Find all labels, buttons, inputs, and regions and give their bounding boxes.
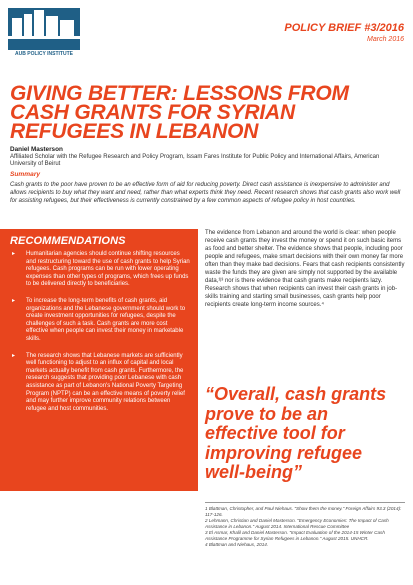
footnote-item: 3 El Asmar, Khalil and Daniel Masterson. "Impact Evaluation of the 2014-15 Winter Cash Assistance Programme for Syrian Refugees in Lebanon." August 2015. UNHCR. (205, 530, 385, 541)
footnotes (205, 506, 405, 548)
recommendation-item: ▸ To increase the long-term benefits of cash grants, aid organizations and the Lebanese government should work to create investment opportunities for refugees, despite the challenges of such a task. Cash grants are more cost effective when people can invest their money in marketable skills. (12, 298, 190, 344)
summary-heading: Summary (10, 171, 41, 178)
recommendation-item: ▸ The research shows that Lebanese markets are sufficiently well functioning to adjust to an influx of capital and local markets actually benefit from cash grants. Furthermore, the research suggests that providing poor Lebanese with cash assistance as part of Lebanon's National Poverty Targeting Program (NPTP) can be an effective means of poverty relief and may further improve community relations between refugee and host communities. (12, 353, 190, 414)
logo-label: AUB POLICY INSTITUTE (15, 51, 73, 57)
body-paragraph: The evidence from Lebanon and around the world is clear: when people receive cash grants they invest the money or spend it on such basic items as food and better shelter. The evidence shows that people, including poor people and refugees, make smart decisions with their own money far more often than they make bad decisions. Fears that cash recipients consistently waste the funds they are given are simply not supported by the available data,¹ʲ³ nor is there evidence that cash grants make recipients lazy. Research shows that when recipients can invest their cash grants in job-skills training and starting small businesses, cash grants help poor recipients create long-term income sources.⁴ (205, 230, 405, 308)
policy-brief-number: POLICY BRIEF #3/2016 (284, 22, 404, 34)
footnote-item: 1 Blattman, Christopher, and Paul Niehaus. "Show them the money." Foreign Affairs 93.3 (2014): 117-126. (205, 506, 402, 517)
pull-quote: “Overall, cash grants prove to be an effective tool for improving refugee well-being” (205, 384, 387, 482)
recommendations-list (12, 251, 190, 422)
summary-text: Cash grants to the poor have proven to be an effective form of aid for reducing poverty. Direct cash assistance is inexpensive to administer and allows recipients to buy what they want and need, rather than what experts think they need. Recent research shows that cash grants also work well for assisting refugees, but their effectiveness is currently constrained by a few common aspects of refugee policy in host countries. (10, 182, 401, 205)
page-title: GIVING BETTER: LESSONS FROM CASH GRANTS FOR SYRIAN REFUGEES IN LEBANON (10, 82, 349, 143)
footnote-divider (205, 502, 405, 503)
author-name: Daniel Masterson (10, 146, 63, 153)
author-affiliation: Affiliated Scholar with the Refugee Research and Policy Program, Issam Fares Institute for Public Policy and International Affairs, American University of Beirut (10, 154, 380, 168)
recommendations-heading: RECOMMENDATIONS (10, 235, 126, 247)
recommendation-item: ▸ Humanitarian agencies should continue shifting resources and restructuring toward the use of cash grants to help Syrian refugees. Cash programs can be run with lower operating expenses than other types of programs, which frees up funds to be delivered directly to beneficiaries. (12, 251, 190, 289)
footnote-item: 4 Blattman and Niehaus, 2014. (205, 542, 269, 547)
footnote-item: 2 Lehmann, Christian and Daniel Masterson. "Emergency Economies: The Impact of Cash Assistance in Lebanon." August 2014. International Rescue Committee (205, 518, 389, 529)
publication-date: March 2016 (367, 36, 404, 43)
recommendations-box (0, 229, 198, 491)
aub-logo (8, 8, 80, 64)
